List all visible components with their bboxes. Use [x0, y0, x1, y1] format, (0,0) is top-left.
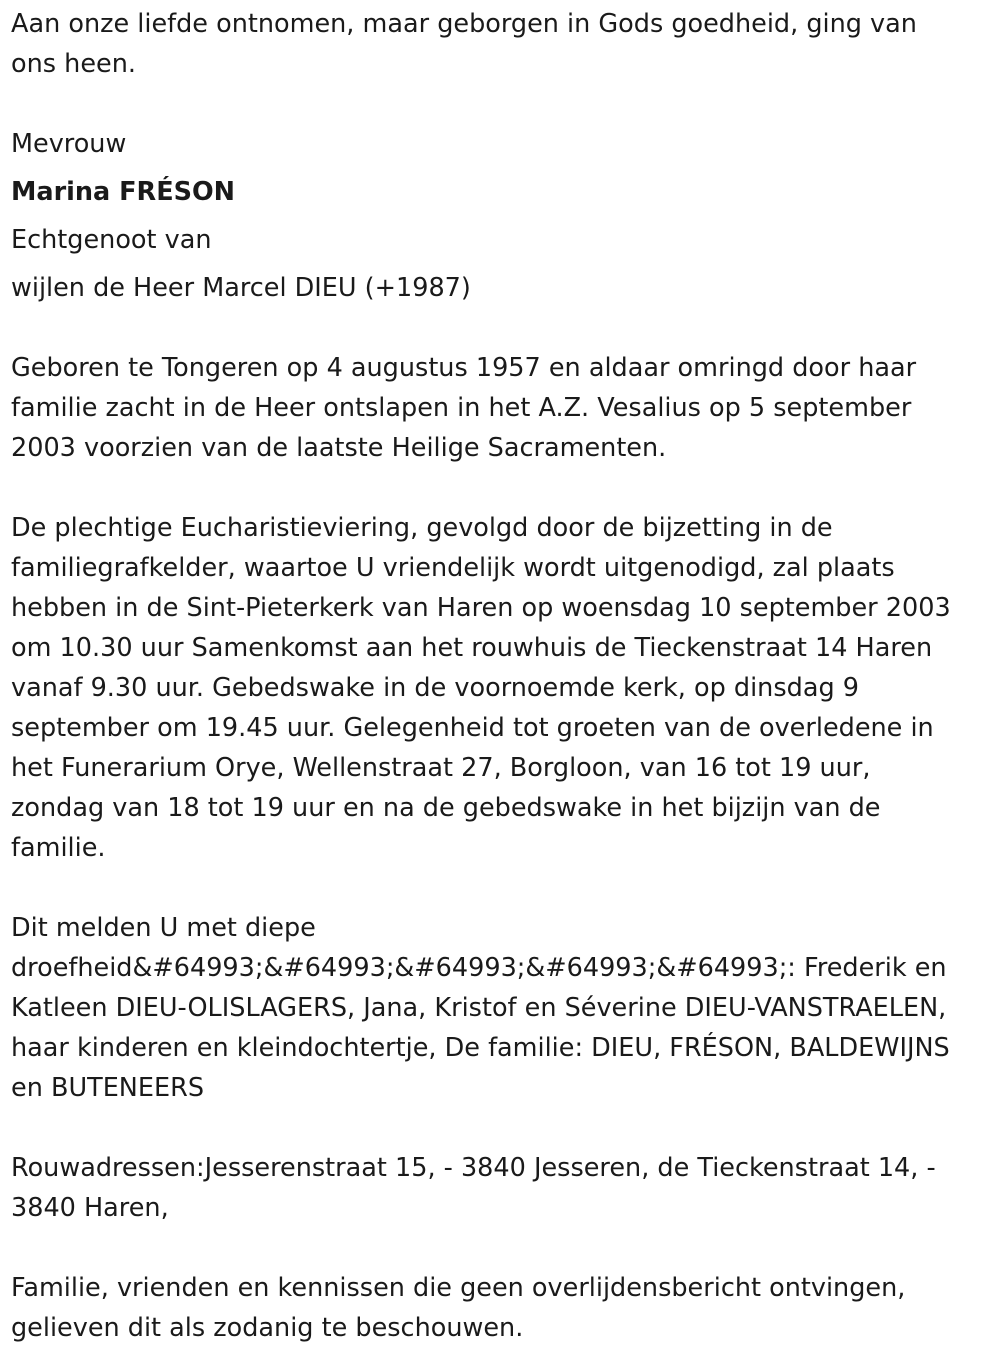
mourners-text: Dit melden U met diepe droefheid&#64993;&#64993;&#64993;&#64993;&#64993;: Frederik en Katleen DIEU-OLISLAGERS, Jana, Kristof en Séverine DIEU-VANSTRAELEN, haar kinderen en kleindochtertje, De familie: DIEU, FRÉSON, BALDEWIJNS en BUTENEERS	[11, 913, 950, 1103]
deceased-block	[11, 124, 990, 308]
spouse-label: Echtgenoot van	[11, 225, 212, 255]
intro-text: Aan onze liefde ontnomen, maar geborgen in Gods goedheid, ging van ons heen.	[11, 9, 917, 79]
salutation: Mevrouw	[11, 129, 127, 159]
closing-text: Familie, vrienden en kennissen die geen overlijdensbericht ontvingen, gelieven dit als zodanig te beschouwen.	[11, 1273, 906, 1343]
birth-death-text: Geboren te Tongeren op 4 augustus 1957 en aldaar omringd door haar familie zacht in de Heer ontslapen in het A.Z. Vesalius op 5 september 2003 voorzien van de laatste Heilige Sacramenten.	[11, 353, 917, 463]
deceased-name: Marina FRÉSON	[11, 177, 235, 207]
addresses-text: Rouwadressen:Jesserenstraat 15, - 3840 Jesseren, de Tieckenstraat 14, - 3840 Haren,	[11, 1153, 936, 1223]
spouse-name: wijlen de Heer Marcel DIEU (+1987)	[11, 273, 471, 303]
ceremony-text: De plechtige Eucharistieviering, gevolgd door de bijzetting in de familiegrafkelder, waartoe U vriendelijk wordt uitgenodigd, zal plaats hebben in de Sint-Pieterkerk van Haren op woensdag 10 september 2003 om 10.30 uur Samenkomst aan het rouwhuis de Tieckenstraat 14 Haren vanaf 9.30 uur. Gebedswake in de voornoemde kerk, op dinsdag 9 september om 19.45 uur. Gelegenheid tot groeten van de overledene in het Funerarium Orye, Wellenstraat 27, Borgloon, van 16 tot 19 uur, zondag van 18 tot 19 uur en na de gebedswake in het bijzijn van de familie.	[11, 513, 951, 863]
